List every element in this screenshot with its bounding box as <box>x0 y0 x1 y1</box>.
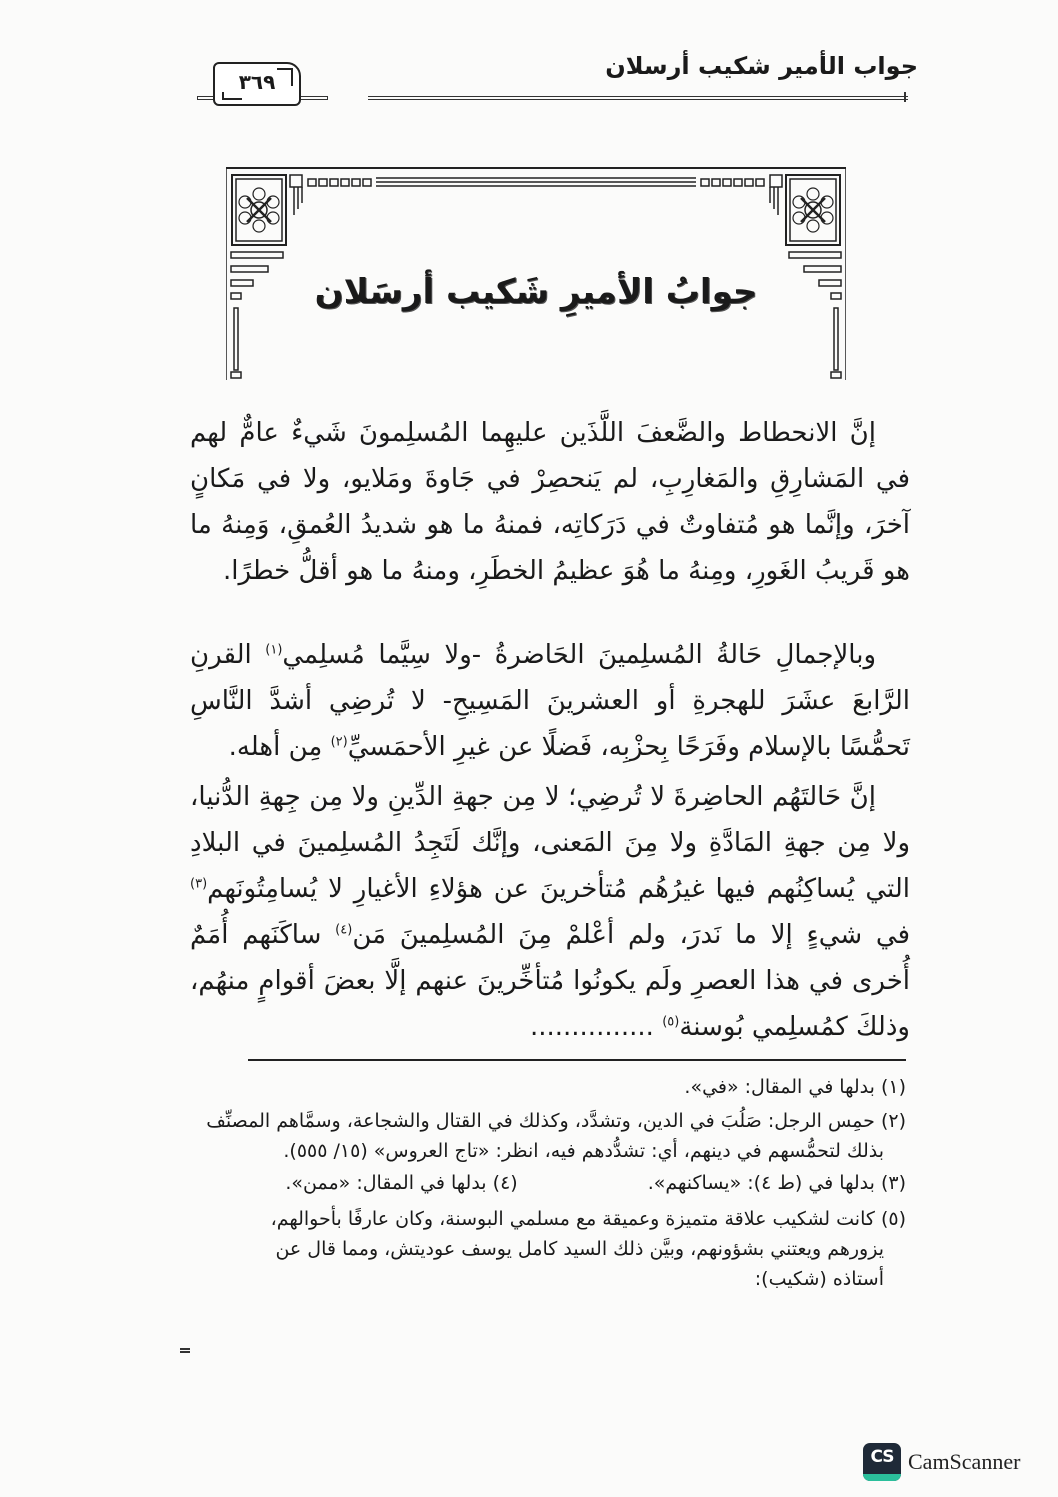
paragraph-text: إنَّ حَالتَهُم الحاضِرةَ لا تُرضِي؛ لا مِن جهةِ الدِّينِ ولا مِن جِهةِ الدُّنيا، ولا مِن جهةِ المَادَّةِ ولا مِنَ المَعنى، وإنَّك لَتَجِدُ المُسلِمينَ في البلادِ التي يُساكِنُهم فيها غيرُهُم مُتأخرينَ عن هؤلاءِ الأغيارِ لا يُسامِتُونَهم <box>190 782 910 904</box>
footnote-ref-1[interactable]: (١) <box>265 642 283 658</box>
rosette-icon-right <box>786 175 840 245</box>
continuation-dots: ............... <box>529 1012 654 1042</box>
footnote-ref-3[interactable]: (٣) <box>190 876 208 892</box>
footnote-ref-5[interactable]: (٥) <box>662 1014 680 1030</box>
footnote-5 <box>176 1204 906 1294</box>
paragraph-text: مِن أهله. <box>228 732 323 762</box>
footnote-ref-4[interactable]: (٤) <box>335 922 353 938</box>
footnote-5-line-3: أستاذه (شكيب): <box>754 1268 884 1290</box>
margin-mark <box>180 1348 190 1353</box>
body-paragraph-2 <box>190 632 910 770</box>
footnote-2 <box>176 1106 906 1166</box>
body-paragraph-1 <box>190 410 910 594</box>
header-rule-end <box>904 92 906 102</box>
footnote-1: (١) بدلها في المقال: «في». <box>684 1076 906 1098</box>
footnote-4: (٤) بدلها في المقال: «ممن». <box>285 1172 518 1194</box>
camscanner-logo-icon <box>863 1443 901 1481</box>
footnote-separator <box>248 1059 906 1061</box>
page-number: ٣٦٩ <box>238 70 276 94</box>
paragraph-text: في شيءٍ إلا ما نَدرَ، ولم أعْلمْ مِنَ المُسلِمينَ مَن <box>352 920 911 950</box>
footnote-2-line-2: بذلك لتحمُّسهم في دينهم، أي: تشدُّدهم فيه، انظر: «تاج العروس» (١٥/ ٥٥٥). <box>283 1140 884 1162</box>
logo-text: CS <box>870 1447 894 1467</box>
paragraph-text: ساكَنَهم أُمَمٌ أُخرى في هذا العصرِ ولَم يكونُوا مُتأخِّرينَ عنهم إلَّا بعضَ أقوامٍ منهُم، وذلكَ كمُسلِمي بُوسنة <box>190 920 910 1042</box>
paragraph-text: إنَّ الانحطاط والضَّعفَ اللَّذَين عليهِما المُسلِمونَ شَيءٌ عامٌّ لهم في المَشارِقِ والمَغارِبِ، لم يَنحصِرْ في جَاوةَ ومَلايو، ولا في مَكانٍ آخرَ، وإنَّما هو مُتفاوتٌ في دَرَكاتِه، فمنهُ ما هو شديدُ العُمقِ، وَمِنهُ ما هو قَريبُ الغَورِ، ومِنهُ ما هُوَ عظيمُ الخطَرِ، ومنهُ ما هو أقلُّ خطرًا. <box>190 418 910 586</box>
footnote-3: (٣) بدلها في (ط ٤): «يساكنهم». <box>647 1172 906 1194</box>
body-paragraph-3 <box>190 774 910 1050</box>
footnotes-3-4-row <box>176 1168 906 1198</box>
footnote-5-line-1: (٥) كانت لشكيب علاقة متميزة وعميقة مع مسلمي البوسنة، وكان عارفًا بأحوالهم، <box>270 1208 906 1230</box>
footnote-5-line-2: يزورهم ويعتني بشؤونهم، وبيَّن ذلك السيد كامل يوسف عوديتش، ومما قال عن <box>275 1238 884 1260</box>
logo-accent-bar <box>863 1474 901 1481</box>
camscanner-brand: CamScanner <box>908 1449 1021 1474</box>
page-number-badge <box>213 62 301 106</box>
paragraph-text: وبالإجمالِ حَالةُ المُسلِمينَ الحَاضرةُ -ولا سِيَّما مُسلِمي <box>282 640 876 670</box>
footnote-ref-2[interactable]: (٢) <box>330 734 348 750</box>
chapter-ornamental-frame <box>226 165 846 385</box>
paragraph-text: القرنِ الرَّابعَ عشَرَ للهجرةِ أو العشرينَ المَسِيحِ- لا تُرضِي أشدَّ النَّاسِ تَحمُّسًا بالإسلام وفَرَحًا بِحزْبِه، فَضلًا عن غيرِ الأحمَسيِّ <box>190 640 910 762</box>
footnote-2-line-1: (٢) حمِس الرجل: صَلُبَ في الدين، وتشدَّد، وكذلك في القتال والشجاعة، وسمَّاهم المصنِّف <box>206 1110 906 1132</box>
header-rule <box>368 96 908 100</box>
chapter-title: جوابُ الأميرِ شَكيب أرسَلان <box>314 272 758 312</box>
running-header-title: جواب الأمير شكيب أرسلان <box>605 52 918 80</box>
rosette-icon-left <box>232 175 286 245</box>
